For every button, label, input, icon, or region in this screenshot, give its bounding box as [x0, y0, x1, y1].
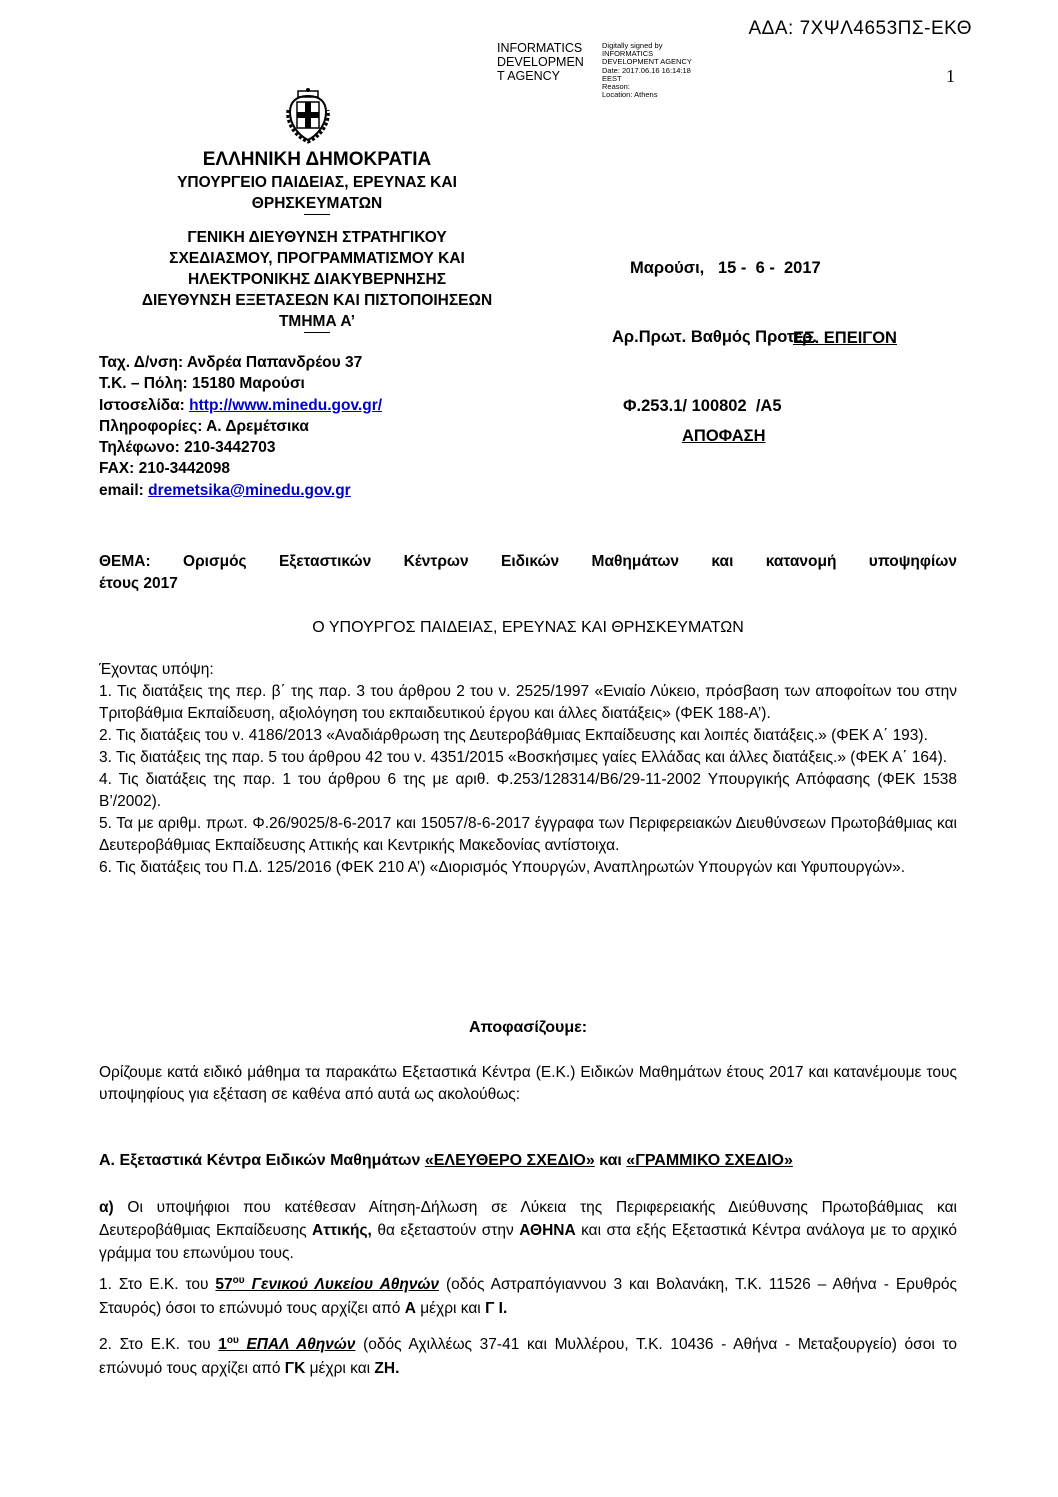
- protocol-label: Αρ.Πρωτ. Βαθμός Προτερ.: [612, 328, 817, 346]
- exam-center-text: μέχρι και: [415, 1300, 486, 1317]
- considering-heading: Έχοντας υπόψη:: [99, 661, 214, 678]
- department-line: ΤΜΗΜΑ Α’: [278, 313, 356, 330]
- page-number: 1: [946, 66, 955, 86]
- signature-org-line: DEVELOPMEN: [497, 55, 584, 69]
- minister-title: Ο ΥΠΟΥΡΓΟΣ ΠΑΙΔΕΙΑΣ, ΕΡΕΥΝΑΣ ΚΑΙ ΘΡΗΣΚΕΥΜΑΤΩΝ: [312, 619, 744, 636]
- paragraph-a-text: Οι υποψήφιοι που κατέθεσαν Αίτηση-Δήλωση σε Λύκεια της Περιφερειακής Διεύθυνσης Πρωτοβάθμιας και Δευτεροβάθμιας Εκπαίδευσης: [99, 1199, 957, 1239]
- paragraph-a-text: και στα εξής Εξεταστικά Κέντρα ανάλογα με το αρχικό γράμμα του επωνύμου τους.: [99, 1222, 958, 1262]
- exam-center-2: [99, 1333, 957, 1381]
- section-a-subject: «ΓΡΑΜΜΙΚΟ ΣΧΕΔΙΟ»: [626, 1152, 793, 1169]
- subject-line: ΘΕΜΑ: Ορισμός Εξεταστικών Κέντρων Ειδικών Μαθημάτων και κατανομή υποψηφίων: [99, 553, 957, 570]
- decide-heading: Αποφασίζουμε:: [468, 1019, 588, 1036]
- section-a-heading: [99, 1152, 957, 1170]
- considering-item: 2. Τις διατάξεις του ν. 4186/2013 «Αναδιάρθρωση της Δευτεροβάθμιας Εκπαίδευσης και λοιπές διατάξεις.» (ΦΕΚ Α΄ 193).: [99, 727, 928, 744]
- subject-block: [99, 551, 957, 595]
- paragraph-a-region: Αττικής,: [312, 1222, 372, 1239]
- considering-item: 6. Τις διατάξεις του Π.Δ. 125/2016 (ΦΕΚ 210 Α’) «Διορισμός Υπουργών, Αναπληρωτών Υπουργών και Υφυπουργών».: [99, 859, 905, 876]
- considering-item: 4. Τις διατάξεις της παρ. 1 του άρθρου 6 της με αριθ. Φ.253/128314/Β6/29-11-2002 Υπουργικής Απόφασης (ΦΕΚ 1538 Β’/2002).: [99, 771, 957, 810]
- contact-fax: FAX: 210-3442098: [99, 460, 230, 478]
- signature-detail-line: Location: Athens: [602, 90, 658, 100]
- exam-center-text: (οδός Αχιλλέως 37-41 και Μυλλέρου, Τ.Κ. 10436 - Αθήνα - Μεταξουργείο) όσοι το επώνυμό τους αρχίζει από: [99, 1336, 957, 1377]
- exam-center-text: μέχρι και: [305, 1360, 375, 1377]
- subject-line: έτους 2017: [99, 575, 178, 592]
- letter-range-to: Γ Ι.: [485, 1300, 508, 1317]
- date-protocol-block: [612, 211, 912, 441]
- section-a-joiner: και: [594, 1152, 627, 1169]
- contact-postal: Τ.Κ. – Πόλη: 15180 Μαρούσι: [99, 375, 305, 393]
- divider: [304, 214, 330, 215]
- signature-detail-line: EEST: [602, 73, 622, 83]
- contact-email-row: [99, 480, 519, 501]
- considering-item: 1. Τις διατάξεις της περ. β΄ της παρ. 3 του άρθρου 2 του ν. 2525/1997 «Ενιαίο Λύκειο, πρόσβαση των αποφοίτων του στην Τριτοβάθμια Εκπαίδευση, αξιολόγηση του εκπαιδευτικού έργου και άλλες διατάξεις» (ΦΕΚ 188-Α’).: [99, 683, 957, 722]
- exam-center-number: 57: [215, 1276, 233, 1293]
- contact-info: Πληροφορίες: Α. Δρεμέτσικα: [99, 417, 309, 435]
- decide-text: Ορίζουμε κατά ειδικό μάθημα τα παρακάτω Εξεταστικά Κέντρα (Ε.Κ.) Ειδικών Μαθημάτων έτους 2017 και κατανέμουμε τους υποψηφίους για εξέταση σε καθένα από αυτά ως ακολούθως:: [99, 1064, 957, 1103]
- ministry-line: ΘΡΗΣΚΕΥΜΑΤΩΝ: [251, 195, 383, 212]
- letterhead: [112, 148, 522, 333]
- directorate-line: ΔΙΕΥΘΥΝΣΗ ΕΞΕΤΑΣΕΩΝ ΚΑΙ ΠΙΣΤΟΠΟΙΗΣΕΩΝ: [141, 292, 493, 309]
- considering-item: 3. Τις διατάξεις της παρ. 5 του άρθρου 42 του ν. 4351/2015 «Βοσκήσιμες γαίες Ελλάδας και άλλες διατάξεις.» (ΦΕΚ Α΄ 164).: [99, 749, 948, 766]
- letter-range-from: ΓΚ: [284, 1360, 306, 1377]
- exam-center-num: [218, 1336, 355, 1353]
- section-a-subject: «ΕΛΕΥΘΕΡΟ ΣΧΕΔΙΟ»: [424, 1152, 595, 1169]
- email-label: email:: [99, 481, 149, 499]
- signature-org-line: INFORMATICS: [497, 41, 583, 55]
- contact-phone: Τηλέφωνο: 210-3442703: [99, 439, 276, 457]
- signature-organization: [497, 41, 599, 83]
- section-a-prefix: Α. Εξεταστικά Κέντρα Ειδικών Μαθημάτων: [99, 1152, 425, 1169]
- directorate-line: ΣΧΕΔΙΑΣΜΟΥ, ΠΡΟΓΡΑΜΜΑΤΙΣΜΟΥ ΚΑΙ: [169, 250, 465, 267]
- signature-detail-line: Digitally signed by: [602, 41, 663, 50]
- ministry-line: ΥΠΟΥΡΓΕΙΟ ΠΑΙΔΕΙΑΣ, ΕΡΕΥΝΑΣ ΚΑΙ: [177, 174, 457, 191]
- letter-range-to: ΖΗ.: [374, 1360, 400, 1377]
- exam-center-name: ΕΠΑΛ Αθηνών: [238, 1336, 356, 1353]
- exam-center-number: 1: [218, 1336, 227, 1353]
- website-label: Ιστοσελίδα:: [99, 396, 190, 414]
- contact-website-row: [99, 395, 519, 416]
- signature-detail-line: DEVELOPMENT AGENCY: [602, 57, 692, 67]
- contact-address: Ταχ. Δ/νση: Ανδρέα Παπανδρέου 37: [99, 354, 363, 371]
- exam-center-text: (οδός Αστραπόγιαννου 3 και Βολανάκη, Τ.Κ. 11526 – Αθήνα - Ερυθρός Σταυρός) όσοι το επώνυμό τους αρχίζει από: [99, 1276, 957, 1317]
- contact-block: [99, 352, 519, 501]
- paragraph-a-text: θα εξεταστούν στην: [371, 1222, 520, 1239]
- decision-label: ΑΠΟΦΑΣΗ: [682, 427, 766, 445]
- urgency-label: ΕΞ. ΕΠΕΙΓΟΝ: [793, 329, 897, 347]
- greek-coat-of-arms-icon: [282, 88, 334, 144]
- signature-detail-line: Reason:: [602, 82, 630, 92]
- signature-detail-line: INFORMATICS: [602, 49, 654, 59]
- paragraph-a-label: α): [99, 1199, 114, 1216]
- exam-center-text: 1. Στο Ε.Κ. του: [99, 1276, 216, 1293]
- signature-details: [602, 42, 762, 99]
- exam-center-num: [215, 1276, 439, 1293]
- ordinal-suffix: ου: [226, 1334, 239, 1346]
- paragraph-a-city: ΑΘΗΝΑ: [519, 1222, 576, 1239]
- protocol-number: Φ.253.1/ 100802 /Α5: [623, 397, 782, 415]
- ordinal-suffix: ου: [232, 1274, 245, 1286]
- considering-section: [99, 659, 957, 879]
- divider: [304, 332, 330, 333]
- signature-org-line: T AGENCY: [497, 69, 560, 83]
- considering-item: 5. Τα με αριθμ. πρωτ. Φ.26/9025/8-6-2017 και 15057/8-6-2017 έγγραφα των Περιφερειακών Διευθύνσεων Πρωτοβάθμιας και Δευτεροβάθμιας Εκπαίδευσης Αττικής και Κεντρικής Μακεδονίας αντίστοιχα.: [99, 815, 957, 854]
- signature-detail-line: Date: 2017.06.16 16:14:18: [602, 65, 691, 75]
- exam-center-text: 2. Στο Ε.Κ. του: [99, 1336, 219, 1353]
- exam-center-name: Γενικού Λυκείου Αθηνών: [244, 1276, 440, 1293]
- directorate-line: ΗΛΕΚΤΡΟΝΙΚΗΣ ΔΙΑΚΥΒΕΡΝΗΣΗΣ: [187, 271, 447, 288]
- ada-code: ΑΔΑ: 7ΧΨΛ4653ΠΣ-ΕΚΘ: [748, 18, 972, 39]
- paragraph-a: [99, 1196, 957, 1265]
- directorate-line: ΓΕΝΙΚΗ ΔΙΕΥΘΥΝΣΗ ΣΤΡΑΤΗΓΙΚΟΥ: [187, 229, 447, 246]
- republic-title: ΕΛΛΗΝΙΚΗ ΔΗΜΟΚΡΑΤΙΑ: [202, 149, 432, 170]
- letter-range-from: Α: [404, 1300, 416, 1317]
- document-date: Μαρούσι, 15 - 6 - 2017: [630, 259, 821, 277]
- exam-center-1: [99, 1273, 957, 1321]
- email-link[interactable]: dremetsika@minedu.gov.gr: [148, 481, 351, 499]
- website-link[interactable]: http://www.minedu.gov.gr/: [189, 396, 383, 414]
